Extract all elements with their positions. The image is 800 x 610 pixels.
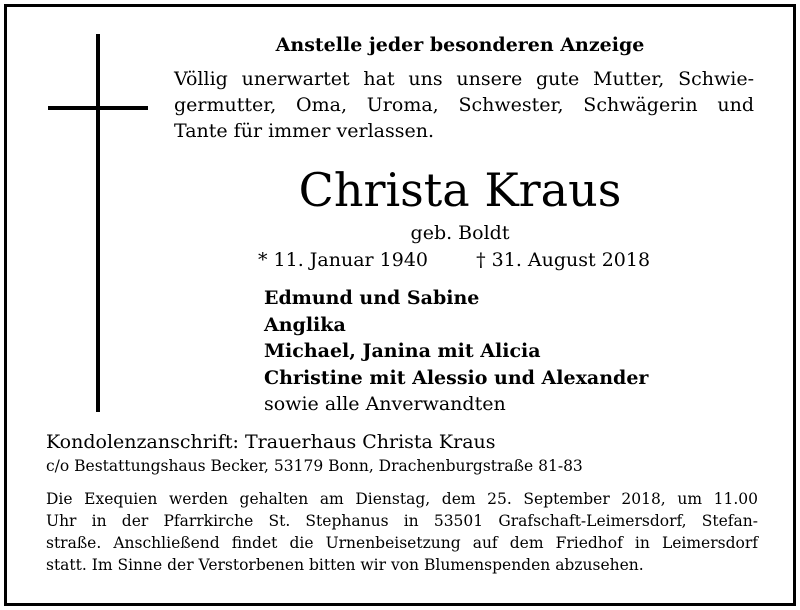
exequien-line: Die Exequien werden gehalten am Dienstag, dem 25. September 2018, um 11.00 <box>46 490 758 508</box>
family-list <box>264 285 764 418</box>
family-member: Edmund und Sabine <box>264 287 480 309</box>
notice-heading: Anstelle jeder besonderen Anzeige <box>275 34 645 56</box>
intro-line: Völlig unerwartet hat uns unsere gute Mutter, Schwie- <box>174 68 754 90</box>
relatives-line: sowie alle Anverwandten <box>264 393 506 415</box>
born-name: geb. Boldt <box>410 222 510 244</box>
family-member: Christine mit Alessio und Alexander <box>264 366 649 389</box>
exequien-text <box>46 488 758 576</box>
family-member: Anglika <box>264 313 346 336</box>
exequien-line: Uhr in der Pfarrkirche St. Stephanus in 53501 Grafschaft-Leimersdorf, Stefan- <box>46 512 758 530</box>
condolence-address: c/o Bestattungshaus Becker, 53179 Bonn, Drachenburgstraße 81-83 <box>46 457 583 475</box>
death-date: † 31. August 2018 <box>476 249 651 271</box>
condolence-address-title: Kondolenzanschrift: Trauerhaus Christa Kraus <box>46 431 496 453</box>
deceased-name: Christa Kraus <box>298 163 622 217</box>
exequien-line: statt. Im Sinne der Verstorbenen bitten wir von Blumenspenden abzusehen. <box>46 556 644 574</box>
birth-date: * 11. Januar 1940 <box>258 249 429 271</box>
intro-text <box>174 66 754 144</box>
intro-line: germutter, Oma, Uroma, Schwester, Schwägerin und <box>174 94 754 116</box>
exequien-line: straße. Anschließend findet die Urnenbeisetzung auf dem Friedhof in Leimersdorf <box>46 534 758 552</box>
cross-icon <box>96 34 100 412</box>
life-dates <box>258 247 678 273</box>
family-member: Michael, Janina mit Alicia <box>264 340 541 362</box>
cross-icon-bar <box>48 106 148 110</box>
intro-line: Tante für immer verlassen. <box>174 120 435 142</box>
